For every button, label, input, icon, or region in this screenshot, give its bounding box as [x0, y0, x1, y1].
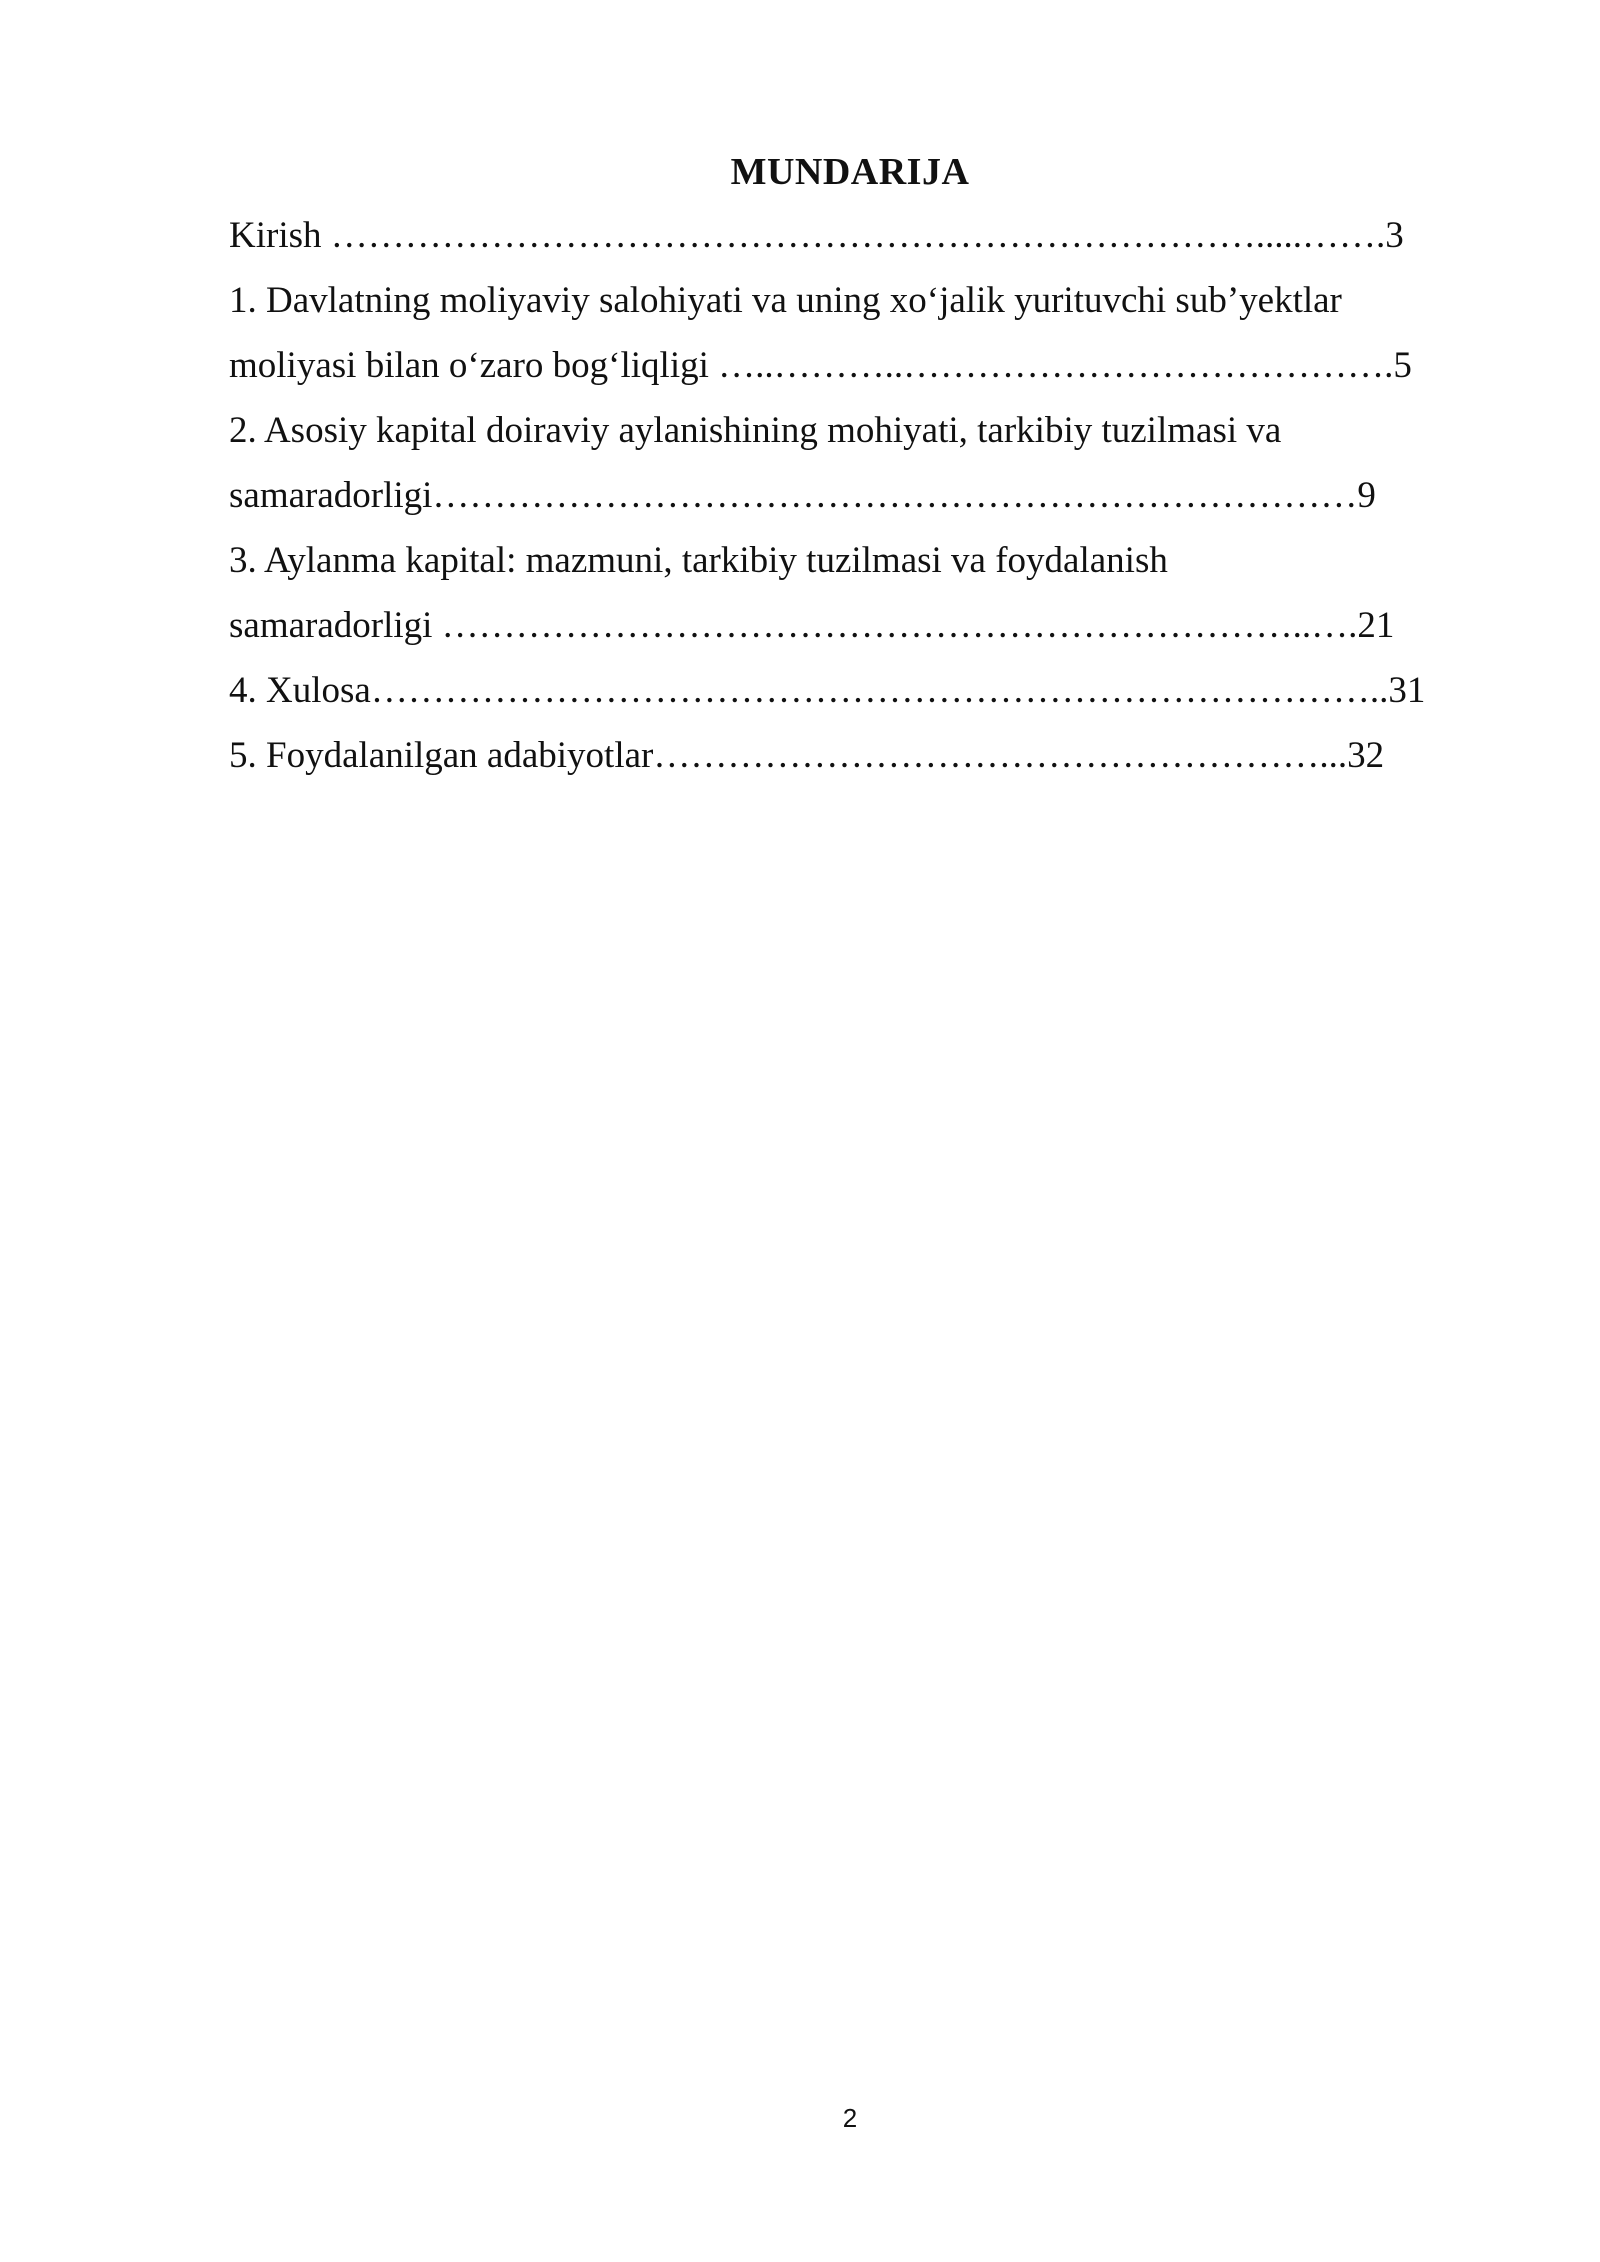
- toc-entry-chapter-2-line-1: 2. Asosiy kapital doiraviy aylanishining mohiyati, tarkibiy tuzilmasi va: [229, 410, 1282, 451]
- toc-entry-chapter-3-line-2: samaradorligi ……………………………………………………………..….21: [229, 605, 1395, 646]
- toc-entry-chapter-2-line-2: samaradorligi…………………………………………………………………9: [229, 475, 1376, 516]
- page-number: 2: [842, 2103, 858, 2133]
- toc-entry-chapter-1-line-2: moliyasi bilan o‘zaro bog‘liqligi …..………..………………………………….5: [229, 345, 1412, 386]
- toc-entry-chapter-1-line-1: 1. Davlatning moliyaviy salohiyati va uning xo‘jalik yurituvchi sub’yektlar: [229, 280, 1342, 321]
- toc-entry-conclusion: 4. Xulosa………………………………………………………………………..31: [229, 670, 1426, 711]
- toc-entry-chapter-3-line-1: 3. Aylanma kapital: mazmuni, tarkibiy tuzilmasi va foydalanish: [229, 540, 1168, 581]
- toc-title: MUNDARIJA: [730, 151, 970, 193]
- toc-entry-references: 5. Foydalanilgan adabiyotlar………………………………………………...32: [229, 735, 1385, 776]
- toc-entry-introduction: Kirish ………………………………………………………………….....…….3: [229, 215, 1404, 256]
